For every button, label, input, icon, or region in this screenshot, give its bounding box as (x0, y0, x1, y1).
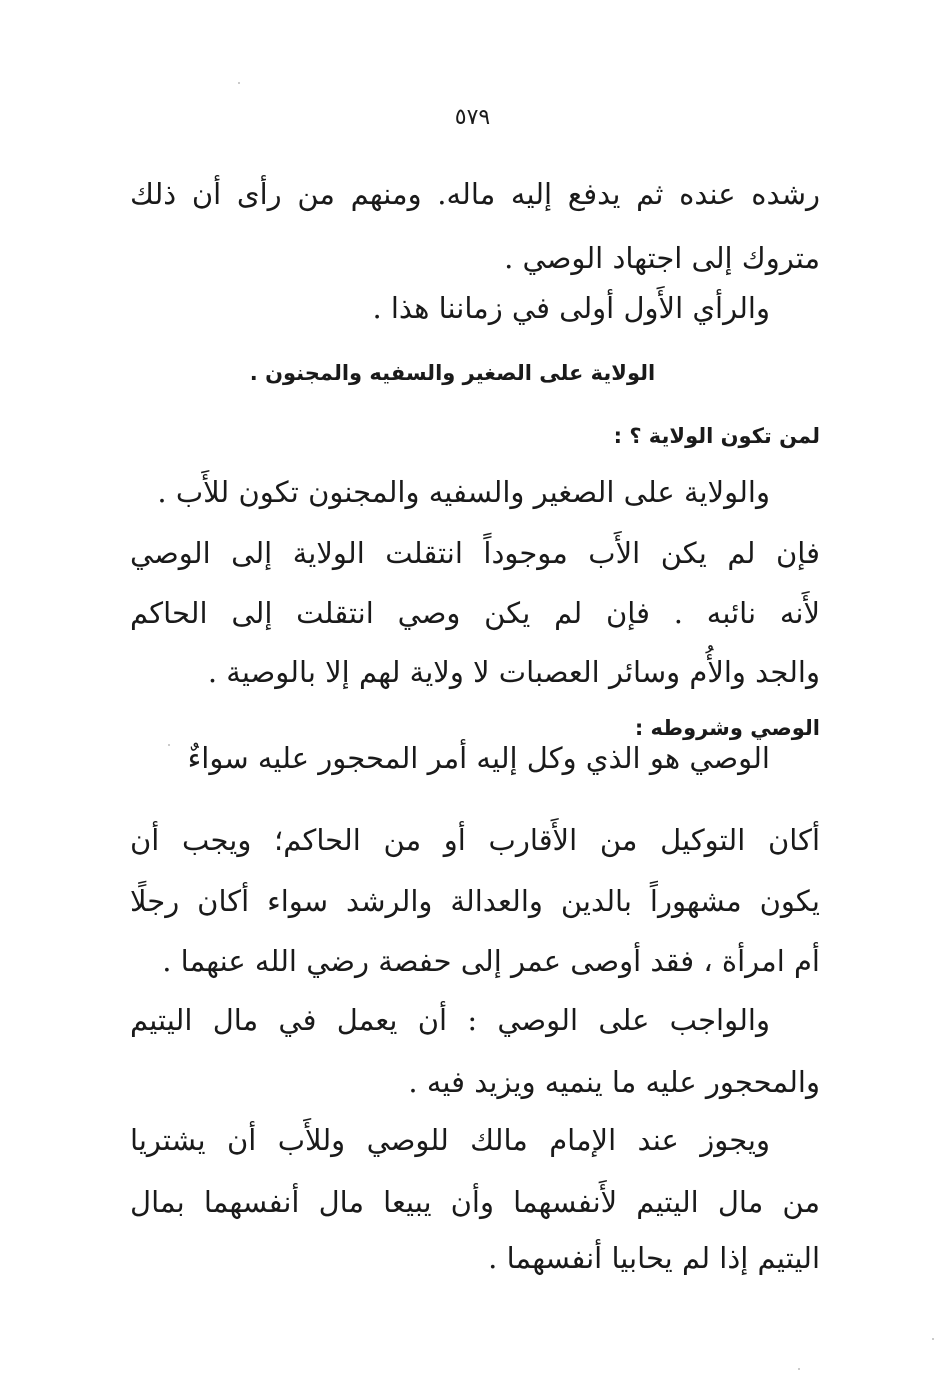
page-number: ٥٧٩ (454, 105, 491, 130)
paragraph-4-line-2: والمحجور عليه ما ينميه ويزيد فيه . (408, 1065, 820, 1099)
paragraph-1-line-1: رشده عنده ثم يدفع إليه ماله. ومنهم من رأى أن ذلك (130, 177, 820, 211)
paragraph-2-line-3: لأَنه نائبه . فإن لم يكن وصي انتقلت إلى الحاكم (130, 596, 820, 630)
section-heading-guardianship: الولاية على الصغير والسفيه والمجنون . (249, 361, 656, 385)
paragraph-3-line-4: أم امرأة ، فقد أوصى عمر إلى حفصة رضي الله عنهما . (162, 944, 820, 978)
paragraph-3-line-2: أكان التوكيل من الأَقارب أو من الحاكم؛ ويجب أن (130, 823, 820, 857)
paragraph-1-line-3: والرأي الأَول أولى في زماننا هذا . (372, 291, 770, 325)
paragraph-5-line-1: ويجوز عند الإمام مالك للوصي وللأَب أن يشتريا (130, 1123, 770, 1157)
paragraph-2-line-4: والجد والأُم وسائر العصبات لا ولاية لهم إلا بالوصية . (207, 655, 820, 689)
paragraph-5-line-2: من مال اليتيم لأَنفسهما وأن يبيعا مال أنفسهما بمال (130, 1185, 820, 1219)
scan-speck (798, 1368, 800, 1370)
scan-speck (168, 744, 170, 746)
scan-speck (932, 1338, 934, 1340)
subheading-executor-conditions: الوصي وشروطه : (634, 716, 820, 740)
paragraph-3-line-3: يكون مشهوراً بالدين والعدالة والرشد سواء أكان رجلًا (130, 884, 820, 918)
paragraph-5-line-3: اليتيم إذا لم يحابيا أنفسهما . (488, 1241, 820, 1275)
paragraph-2-line-1: والولاية على الصغير والسفيه والمجنون تكون للأَب . (157, 475, 770, 509)
paragraph-2-line-2: فإن لم يكن الأَب موجوداً انتقلت الولاية إلى الوصي (130, 536, 820, 570)
subheading-who-holds-guardianship: لمن تكون الولاية ؟ : (613, 424, 820, 448)
scan-speck (238, 82, 240, 84)
paragraph-3-line-1: الوصي هو الذي وكل إليه أمر المحجور عليه سواءٌ (187, 741, 770, 775)
paragraph-1-line-2: متروك إلى اجتهاد الوصي . (504, 241, 820, 275)
paragraph-4-line-1: والواجب على الوصي : أن يعمل في مال اليتيم (130, 1003, 770, 1037)
